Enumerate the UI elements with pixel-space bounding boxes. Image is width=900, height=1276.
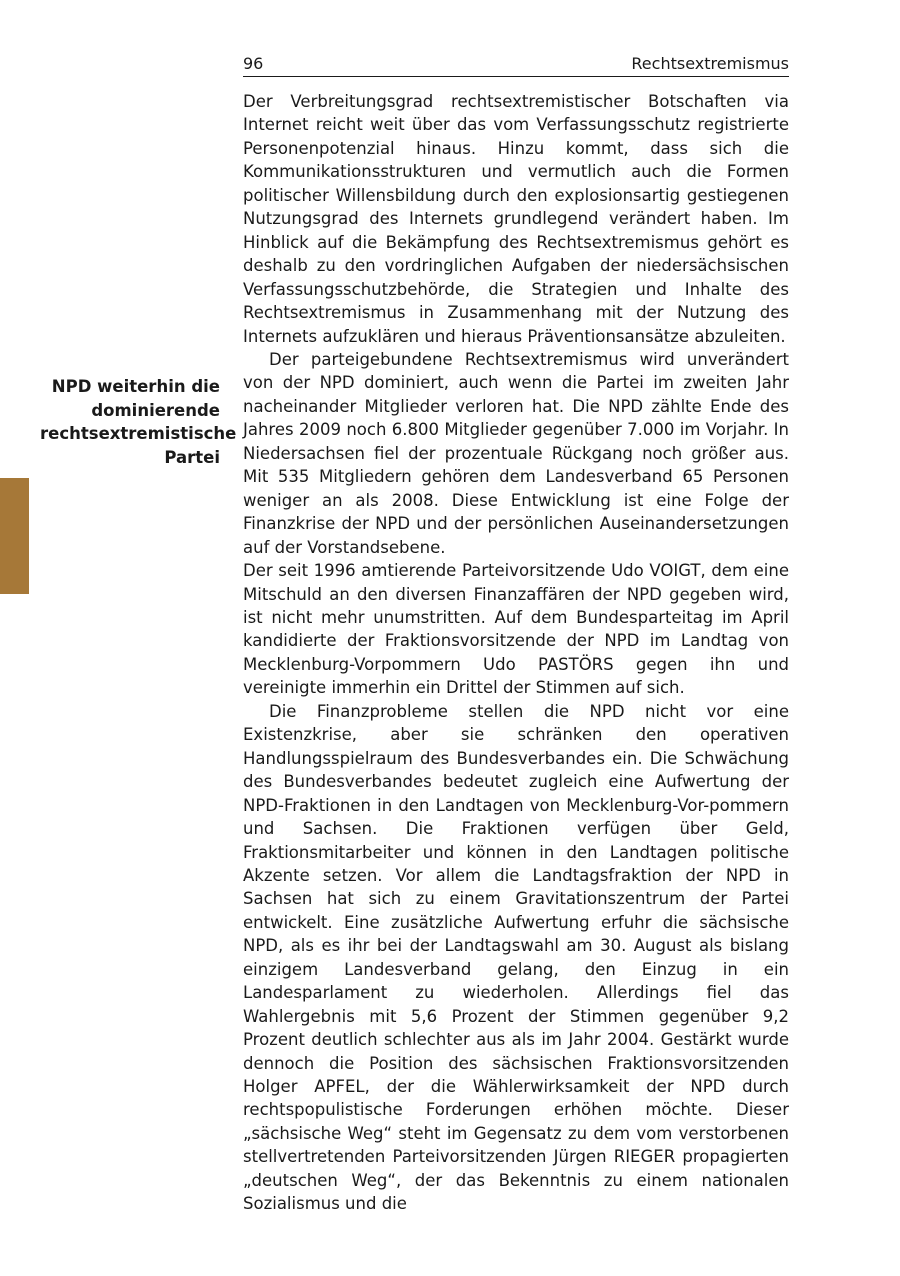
paragraph-2: Der parteigebundene Rechtsextremismus wird unverändert von der NPD dominiert, auch wenn die Partei im zweiten Jahr nacheinander Mitglieder verloren hat. Die NPD zählte Ende des Jahres 2009 noch 6.800 Mitglieder gegenüber 7.000 im Vorjahr. In Niedersachsen fiel der prozentuale Rückgang noch größer aus. Mit 535 Mitgliedern gehören dem Landesverband 65 Personen weniger an als 2008. Diese Entwicklung ist eine Folge der Finanzkrise der NPD und der persönlichen Auseinandersetzungen auf der Vorstandsebene. [243, 349, 789, 557]
body-text [243, 90, 789, 1216]
margin-note: NPD weiterhin die dominierende rechtsextremistische Partei [40, 377, 237, 467]
paragraph-3: Der seit 1996 amtierende Parteivorsitzende Udo VOIGT, dem eine Mitschuld an den diversen Finanzaffären der NPD gegeben wird, ist nicht mehr unumstritten. Auf dem Bundesparteitag im April kandidierte der Fraktionsvorsitzende der NPD im Landtag von Mecklenburg-Vorpommern Udo PASTÖRS gegen ihn und vereinigte immerhin ein Drittel der Stimmen auf sich. [243, 561, 789, 698]
running-title: Rechtsextremismus [631, 54, 789, 73]
paragraph-4: Die Finanzprobleme stellen die NPD nicht vor eine Existenzkrise, aber sie schränken den operativen Handlungsspielraum des Bundesverbandes ein. Die Schwächung des Bundesverbandes bedeutet zugleich eine Aufwertung der NPD-Fraktionen in den Landtagen von Mecklenburg-Vor-pommern und Sachsen. Die Fraktionen verfügen über Geld, Fraktionsmitarbeiter und können in den Landtagen politische Akzente setzen. Vor allem die Landtagsfraktion der NPD in Sachsen hat sich zu einem Gravitationszentrum der Partei entwickelt. Eine zusätzliche Aufwertung erfuhr die sächsische NPD, als es ihr bei der Landtagswahl am 30. August als bislang einzigem Landesverband gelang, den Einzug in ein Landesparlament zu wiederholen. Allerdings fiel das Wahlergebnis mit 5,6 Prozent der Stimmen gegenüber 9,2 Prozent deutlich schlechter aus als im Jahr 2004. Gestärkt wurde dennoch die Position des sächsischen Fraktionsvorsitzenden Holger APFEL, der die Wählerwirksamkeit der NPD durch rechtspopulistische Forderungen erhöhen möchte. Dieser „sächsische Weg“ steht im Gegensatz zu dem vom verstorbenen stellvertretenden Parteivorsitzenden Jürgen RIEGER propagierten „deutschen Weg“, der das Bekenntnis zu einem nationalen Sozialismus und die [243, 701, 789, 1214]
page-header [243, 52, 789, 77]
page-number: 96 [243, 54, 264, 73]
chapter-side-tab [0, 478, 29, 594]
paragraph-1: Der Verbreitungsgrad rechtsextremistischer Botschaften via Internet reicht weit über das vom Verfassungsschutz registrierte Personenpotenzial hinaus. Hinzu kommt, dass sich die Kommunikationsstrukturen und vermutlich auch die Formen politischer Willensbildung durch den explosionsartig gestiegenen Nutzungsgrad des Internets grundlegend verändert haben. Im Hinblick auf die Bekämpfung des Rechtsextremismus gehört es deshalb zu den vordringlichen Aufgaben der niedersächsischen Verfassungsschutzbehörde, die Strategien und Inhalte des Rechtsextremismus in Zusammenhang mit der Nutzung des Internets aufzuklären und hieraus Präventionsansätze abzuleiten. [243, 92, 789, 346]
